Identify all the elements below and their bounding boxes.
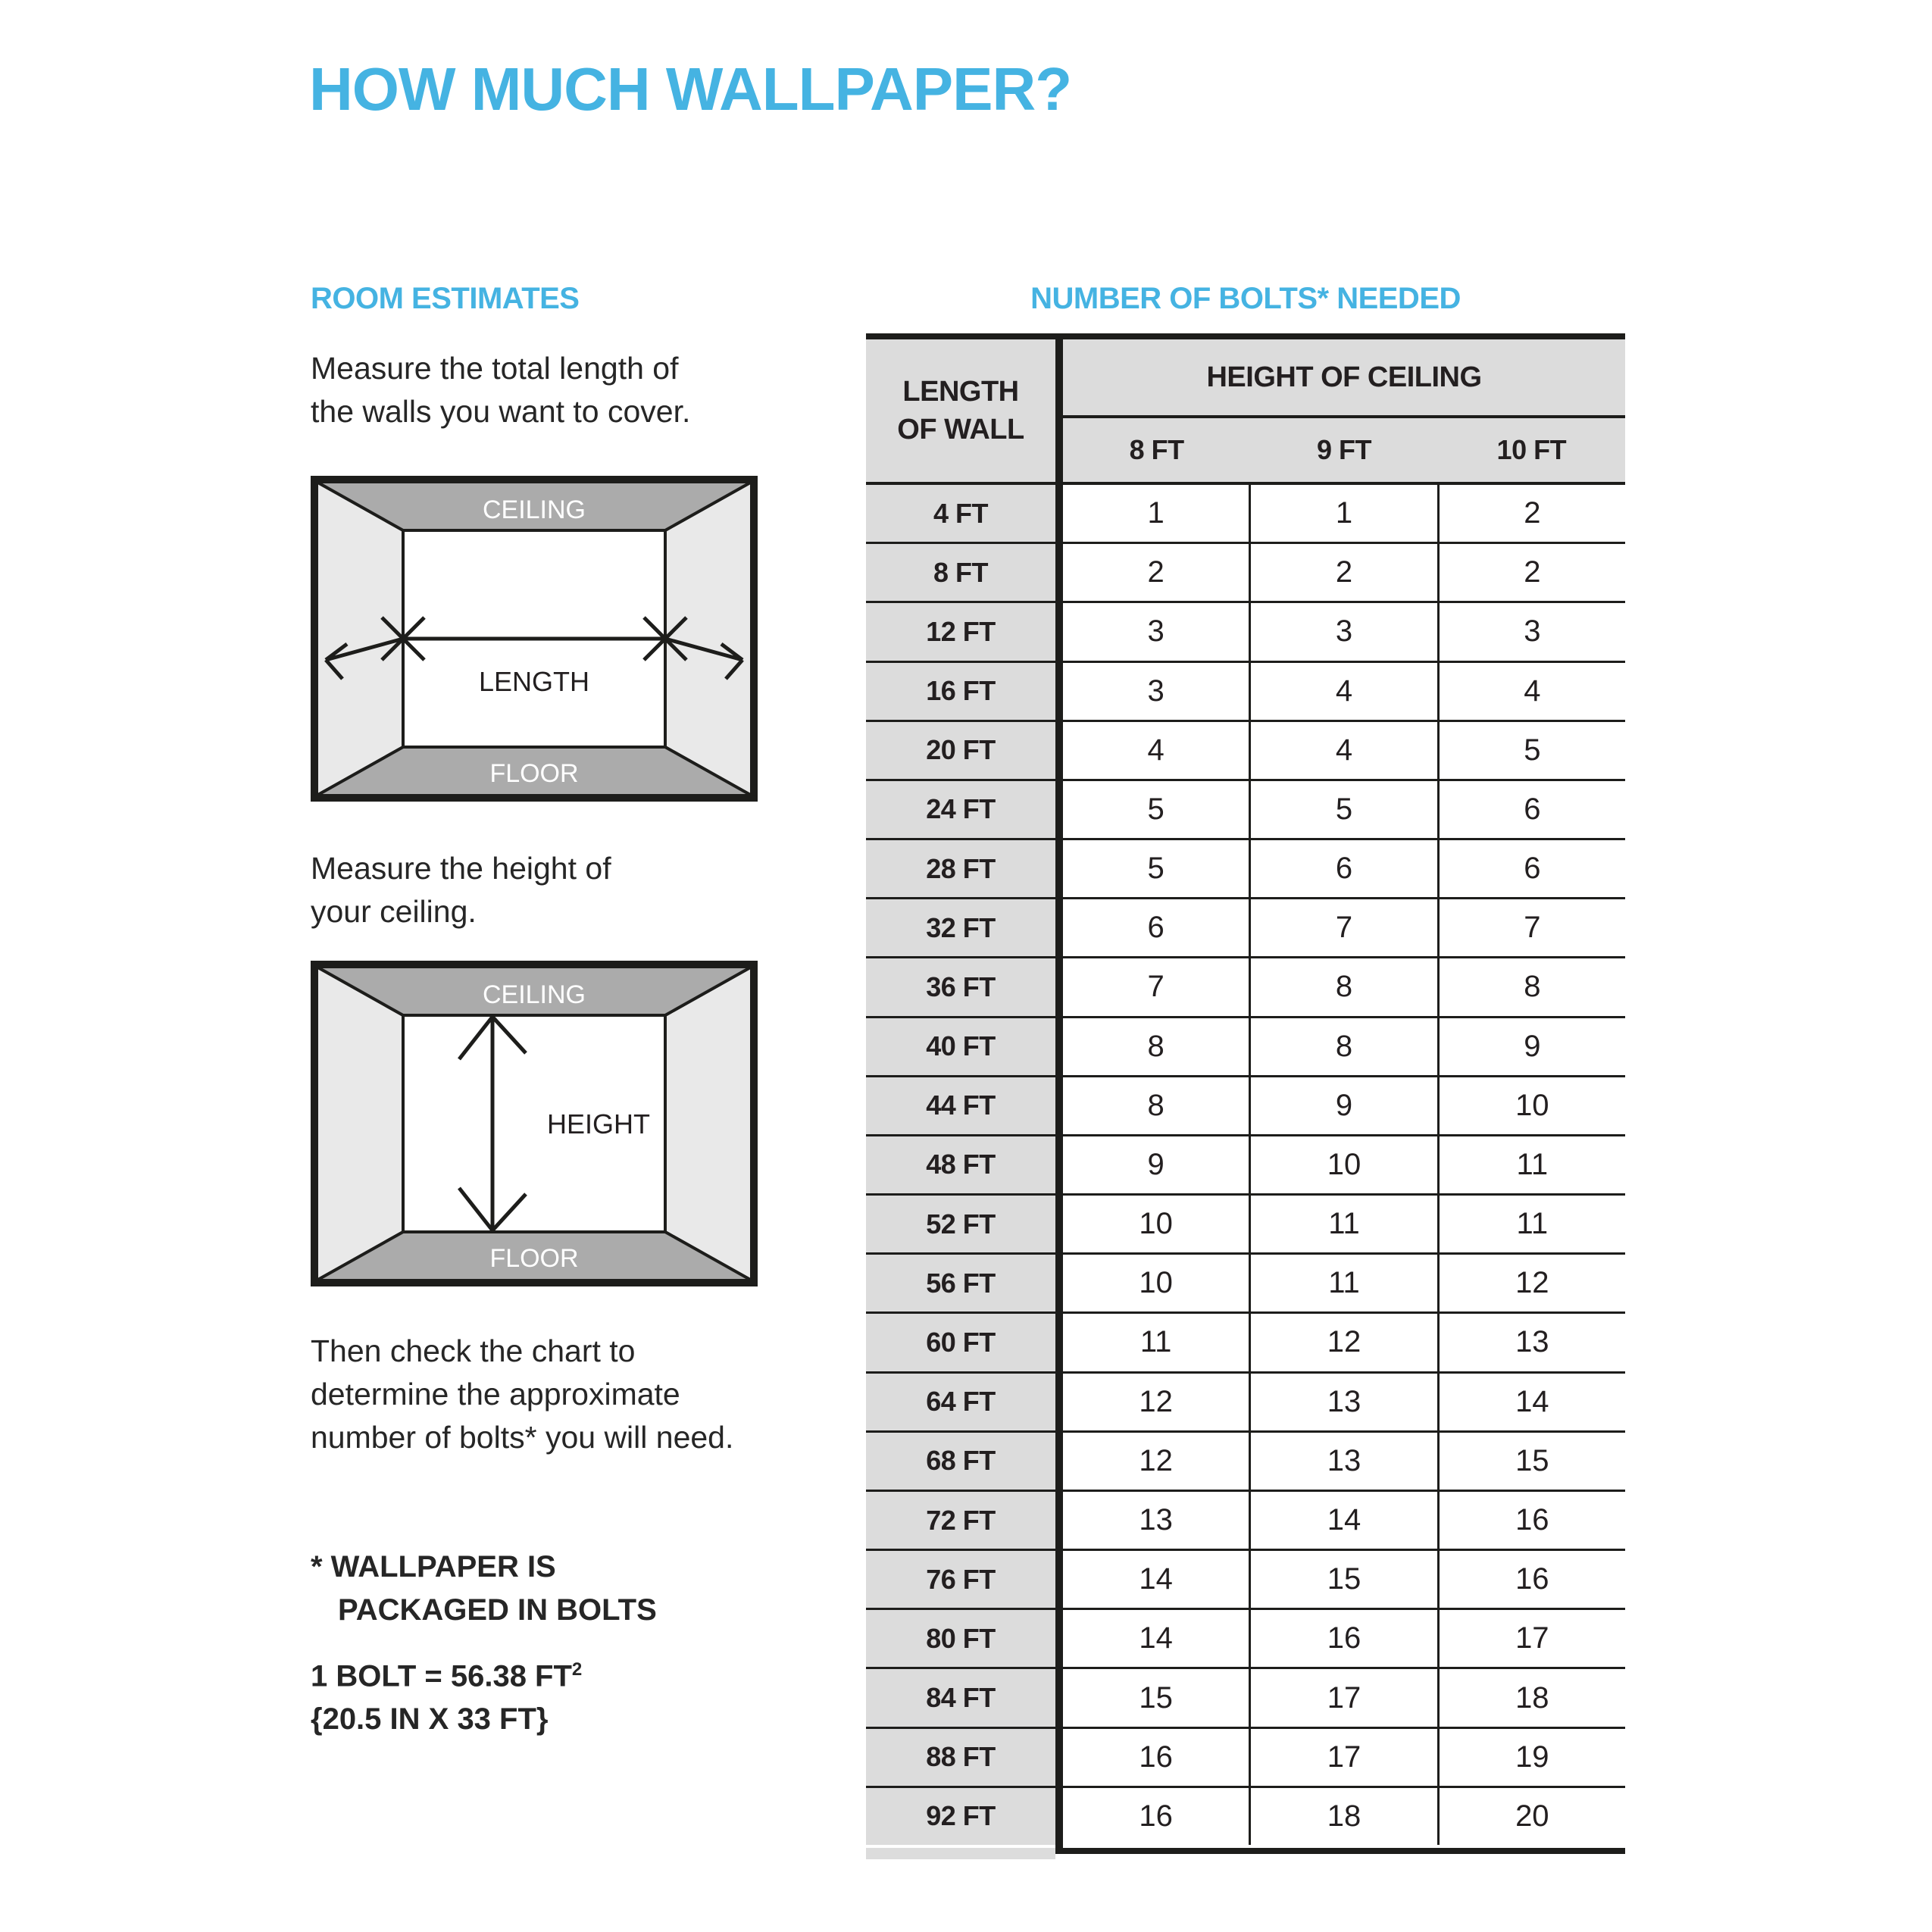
bolt-count-cell: 7 (1251, 899, 1439, 956)
col-header-9ft: 9 FT (1316, 434, 1371, 465)
ceiling-height-subheader-row (1063, 418, 1625, 482)
table-row (866, 899, 1625, 958)
bolt-count-cell: 9 (1440, 1018, 1625, 1075)
table-row (866, 1551, 1625, 1610)
table-row (866, 1669, 1625, 1728)
bolt-count-cell: 6 (1440, 840, 1625, 897)
table-row (866, 1788, 1625, 1845)
bolt-count-cell: 2 (1063, 544, 1251, 601)
bolt-count-cell: 4 (1440, 663, 1625, 720)
para-line: number of bolts* you will need. (311, 1420, 734, 1455)
bolt-count-cell: 7 (1063, 958, 1251, 1015)
table-row (866, 485, 1625, 544)
bolt-count-cell: 8 (1440, 958, 1625, 1015)
bolt-count-cell: 1 (1063, 485, 1251, 542)
bolt-count-cell: 3 (1440, 603, 1625, 660)
bolt-count-cell: 16 (1440, 1492, 1625, 1549)
bolt-count-cell: 9 (1063, 1136, 1251, 1193)
ceiling-label: CEILING (482, 980, 586, 1009)
bolt-count-cell: 14 (1063, 1551, 1251, 1608)
table-body (866, 485, 1625, 1845)
para-line: your ceiling. (311, 894, 477, 929)
bolt-count-cell: 6 (1251, 840, 1439, 897)
bolt-count-cell: 18 (1251, 1788, 1439, 1845)
wall-length-label: 12 FT (866, 603, 1055, 660)
bolt-count-cell: 4 (1251, 722, 1439, 779)
bolt-count-cell: 11 (1251, 1255, 1439, 1311)
bolt-count-cell: 16 (1063, 1788, 1251, 1845)
wall-length-label: 92 FT (866, 1788, 1055, 1845)
bolt-count-cell: 4 (1251, 663, 1439, 720)
room-diagram-length (311, 476, 758, 802)
bolt-count-cell: 12 (1440, 1255, 1625, 1311)
bolt-count-cell: 1 (1251, 485, 1439, 542)
bolt-count-cell: 8 (1251, 958, 1439, 1015)
wall-length-label: 40 FT (866, 1018, 1055, 1075)
left-wall (317, 967, 403, 1280)
table-row (866, 1729, 1625, 1788)
table-thick-divider (1055, 339, 1063, 1848)
bolts-table (866, 333, 1625, 1854)
length-of-wall-header: LENGTH OF WALL (897, 376, 1024, 445)
table-row (866, 958, 1625, 1018)
wall-length-label: 52 FT (866, 1196, 1055, 1252)
bolt-count-cell: 16 (1063, 1729, 1251, 1786)
instruction-measure-length (311, 347, 690, 433)
table-row (866, 1374, 1625, 1433)
bolt-count-cell: 5 (1440, 722, 1625, 779)
table-row (866, 1077, 1625, 1136)
table-row (866, 840, 1625, 899)
floor-label: FLOOR (489, 1244, 579, 1273)
bolt-count-cell: 12 (1063, 1374, 1251, 1430)
bolt-count-cell: 6 (1440, 781, 1625, 838)
table-row (866, 1255, 1625, 1314)
bolt-count-cell: 14 (1440, 1374, 1625, 1430)
footnote-line: * WALLPAPER IS (311, 1550, 556, 1583)
bolt-count-cell: 12 (1063, 1433, 1251, 1490)
bolt-count-cell: 16 (1440, 1551, 1625, 1608)
bolt-count-cell: 7 (1440, 899, 1625, 956)
table-row (866, 1492, 1625, 1551)
wall-length-label: 32 FT (866, 899, 1055, 956)
bolt-count-cell: 15 (1063, 1669, 1251, 1726)
floor-label: FLOOR (489, 759, 579, 788)
bolt-count-cell: 5 (1063, 781, 1251, 838)
wall-length-label: 88 FT (866, 1729, 1055, 1786)
wall-length-label: 64 FT (866, 1374, 1055, 1430)
table-row (866, 1136, 1625, 1196)
wall-length-label: 20 FT (866, 722, 1055, 779)
bolt-count-cell: 10 (1063, 1196, 1251, 1252)
length-label: LENGTH (478, 666, 590, 697)
bolt-dimensions: {20.5 IN X 33 FT} (311, 1702, 549, 1737)
right-wall (665, 482, 752, 796)
bolt-count-cell: 11 (1063, 1314, 1251, 1371)
table-row (866, 1314, 1625, 1373)
wall-length-label: 48 FT (866, 1136, 1055, 1193)
bolt-count-cell: 17 (1251, 1669, 1439, 1726)
bolt-count-cell: 14 (1063, 1610, 1251, 1667)
bolt-count-cell: 16 (1251, 1610, 1439, 1667)
wall-length-label: 72 FT (866, 1492, 1055, 1549)
wall-length-label: 56 FT (866, 1255, 1055, 1311)
para-line: Measure the height of (311, 851, 611, 886)
bolt-count-cell: 11 (1440, 1196, 1625, 1252)
page-title: HOW MUCH WALLPAPER? (309, 55, 1072, 123)
bolt-count-cell: 6 (1063, 899, 1251, 956)
bolt-count-cell: 2 (1440, 544, 1625, 601)
height-label: HEIGHT (547, 1108, 651, 1140)
bolts-needed-heading: NUMBER OF BOLTS* NEEDED (1030, 282, 1461, 315)
instruction-check-chart (311, 1330, 733, 1459)
bolt-count-cell: 12 (1251, 1314, 1439, 1371)
bolt-count-cell: 3 (1063, 663, 1251, 720)
room-estimates-heading: ROOM ESTIMATES (311, 282, 580, 315)
bolt-count-cell: 8 (1063, 1018, 1251, 1075)
wall-length-label: 36 FT (866, 958, 1055, 1015)
wall-length-label: 76 FT (866, 1551, 1055, 1608)
col-header-8ft: 8 FT (1129, 434, 1184, 465)
table-row (866, 1018, 1625, 1077)
para-line: Then check the chart to (311, 1333, 636, 1368)
wall-length-label: 16 FT (866, 663, 1055, 720)
instruction-measure-height (311, 847, 611, 933)
gray-column-tab (866, 1848, 1055, 1859)
bolt-count-cell: 19 (1440, 1729, 1625, 1786)
bolt-count-cell: 13 (1251, 1433, 1439, 1490)
bolt-count-cell: 3 (1063, 603, 1251, 660)
table-row (866, 722, 1625, 781)
wall-length-label: 60 FT (866, 1314, 1055, 1371)
bolt-count-cell: 10 (1251, 1136, 1439, 1193)
wall-length-label: 4 FT (866, 485, 1055, 542)
wall-length-label: 80 FT (866, 1610, 1055, 1667)
bolt-count-cell: 13 (1251, 1374, 1439, 1430)
table-row (866, 603, 1625, 662)
wall-length-label: 68 FT (866, 1433, 1055, 1490)
bolt-count-cell: 11 (1251, 1196, 1439, 1252)
bolt-count-cell: 20 (1440, 1788, 1625, 1845)
bolt-count-cell: 13 (1440, 1314, 1625, 1371)
table-row (866, 1196, 1625, 1255)
footnote-line: PACKAGED IN BOLTS (338, 1593, 657, 1627)
table-header (866, 339, 1625, 485)
right-wall (665, 967, 752, 1280)
table-row (866, 544, 1625, 603)
table-row (866, 1610, 1625, 1669)
bolt-count-cell: 17 (1251, 1729, 1439, 1786)
wall-length-label: 44 FT (866, 1077, 1055, 1134)
room-diagram-height (311, 961, 758, 1286)
table-row (866, 1433, 1625, 1492)
ceiling-label: CEILING (482, 496, 586, 524)
wall-length-label: 24 FT (866, 781, 1055, 838)
bolt-count-cell: 18 (1440, 1669, 1625, 1726)
bolt-count-cell: 3 (1251, 603, 1439, 660)
bolt-count-cell: 17 (1440, 1610, 1625, 1667)
left-wall (317, 482, 403, 796)
wall-length-label: 28 FT (866, 840, 1055, 897)
bolt-count-cell: 4 (1063, 722, 1251, 779)
bolt-count-cell: 8 (1251, 1018, 1439, 1075)
bolt-count-cell: 10 (1440, 1077, 1625, 1134)
bolt-count-cell: 13 (1063, 1492, 1251, 1549)
bolt-count-cell: 5 (1251, 781, 1439, 838)
bolt-count-cell: 15 (1440, 1433, 1625, 1490)
bolt-count-cell: 8 (1063, 1077, 1251, 1134)
table-row (866, 663, 1625, 722)
bolt-count-cell: 2 (1251, 544, 1439, 601)
bolt-size-note (311, 1648, 582, 1741)
table-row (866, 781, 1625, 840)
wall-length-label: 84 FT (866, 1669, 1055, 1726)
bolt-count-cell: 11 (1440, 1136, 1625, 1193)
superscript-two: 2 (571, 1659, 583, 1680)
bolt-count-cell: 14 (1251, 1492, 1439, 1549)
para-line: determine the approximate (311, 1377, 680, 1411)
para-line: the walls you want to cover. (311, 394, 691, 429)
bolts-footnote (311, 1546, 657, 1632)
para-line: Measure the total length of (311, 351, 679, 386)
col-header-10ft: 10 FT (1496, 434, 1567, 465)
height-of-ceiling-header: HEIGHT OF CEILING (1063, 339, 1625, 418)
bolt-count-cell: 2 (1440, 485, 1625, 542)
bolt-count-cell: 15 (1251, 1551, 1439, 1608)
bolt-count-cell: 10 (1063, 1255, 1251, 1311)
wall-length-label: 8 FT (866, 544, 1055, 601)
bolt-count-cell: 9 (1251, 1077, 1439, 1134)
bolt-equation: 1 BOLT = 56.38 $FT^2$ (311, 1659, 583, 1693)
bolt-count-cell: 5 (1063, 840, 1251, 897)
